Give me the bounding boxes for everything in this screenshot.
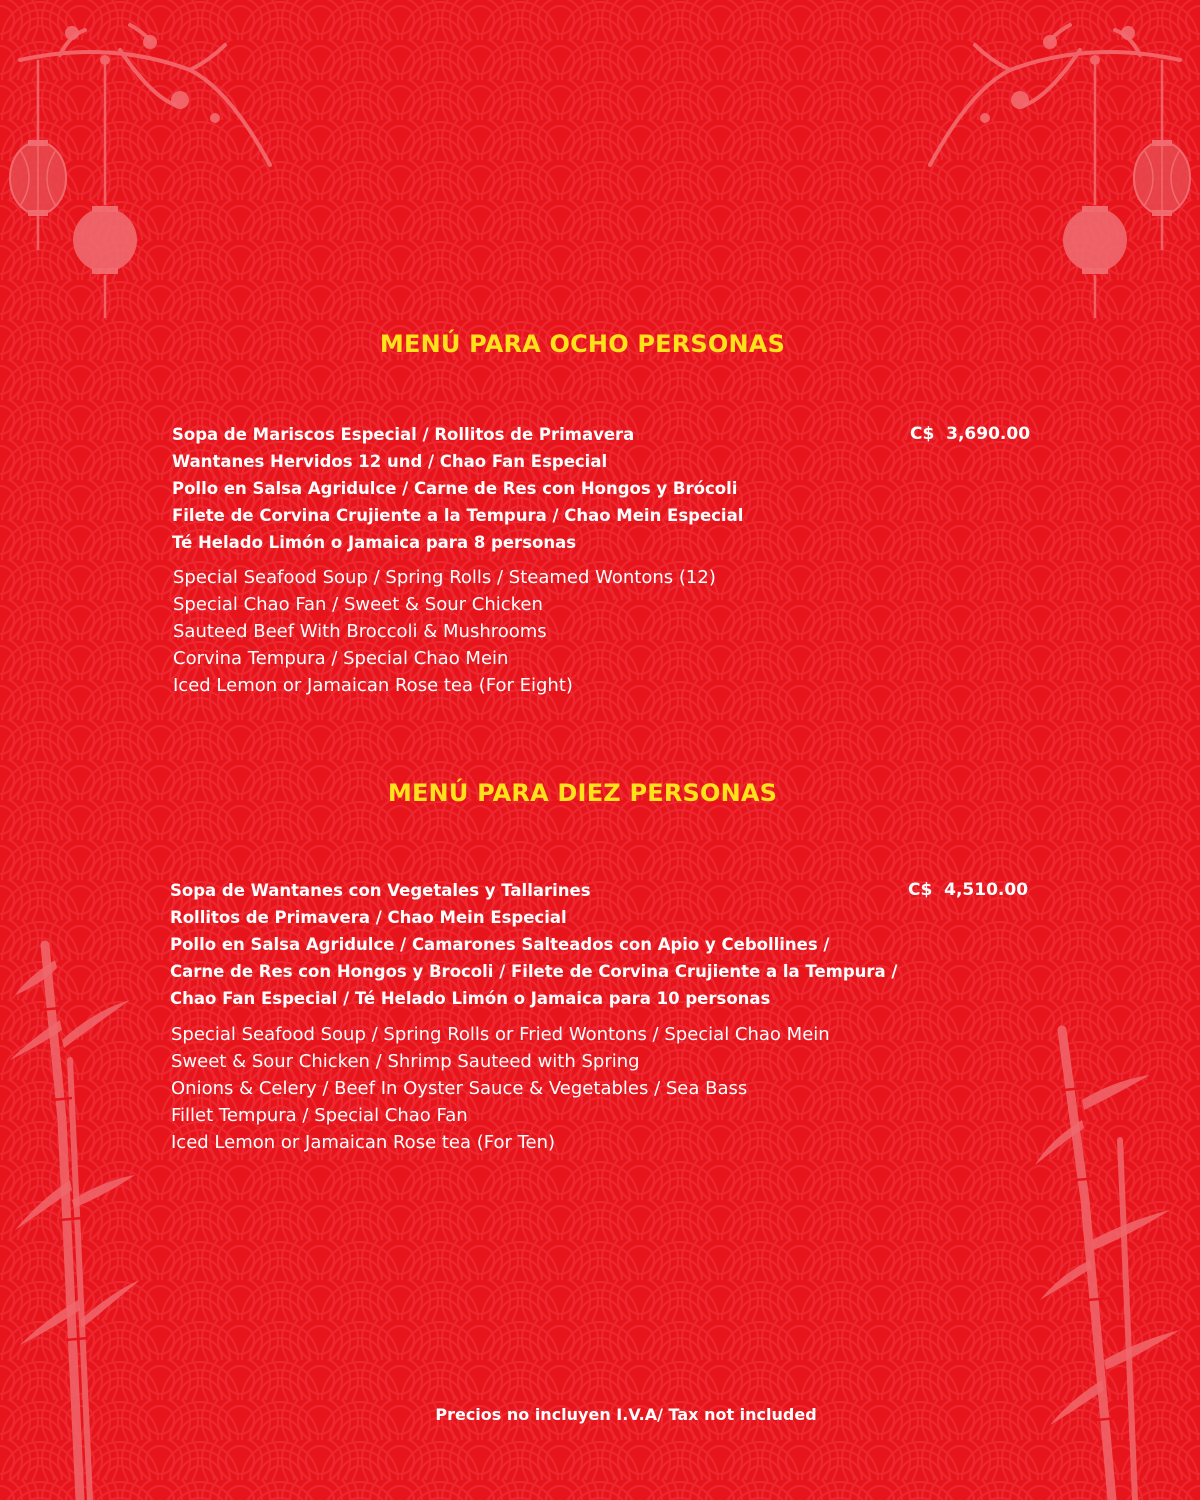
tax-note: Precios no incluyen I.V.A/ Tax not included (435, 1405, 817, 1424)
menu-ten-spanish-item: Rollitos de Primavera / Chao Mein Especial (170, 908, 567, 927)
menu-eight-english-item: Special Seafood Soup / Spring Rolls / Steamed Wontons (12) (173, 567, 716, 588)
menu-eight-english-item: Corvina Tempura / Special Chao Mein (173, 648, 509, 669)
menu-eight-spanish-item: Filete de Corvina Crujiente a la Tempura / Chao Mein Especial (172, 506, 744, 525)
menu-ten-english-item: Fillet Tempura / Special Chao Fan (171, 1105, 468, 1126)
menu-ten-english-item: Sweet & Sour Chicken / Shrimp Sauteed with Spring (171, 1051, 640, 1072)
menu-ten-title: MENÚ PARA DIEZ PERSONAS (387, 779, 778, 807)
menu-ten-english-item: Special Seafood Soup / Spring Rolls or Fried Wontons / Special Chao Mein (171, 1024, 830, 1045)
menu-eight-price: C$ 3,690.00 (910, 424, 1031, 444)
menu-eight-spanish-list (172, 421, 743, 556)
menu-eight-english-list (173, 564, 716, 699)
menu-ten-spanish-list (170, 877, 897, 1012)
menu-ten-spanish-item: Sopa de Wantanes con Vegetales y Tallarines (170, 881, 591, 900)
menu-ten-english-list (171, 1021, 830, 1156)
menu-eight-english-item: Iced Lemon or Jamaican Rose tea (For Eight) (173, 675, 573, 696)
menu-eight-english-item: Special Chao Fan / Sweet & Sour Chicken (173, 594, 543, 615)
menu-eight-spanish-item: Té Helado Limón o Jamaica para 8 personas (172, 533, 577, 552)
menu-ten-spanish-item: Pollo en Salsa Agridulce / Camarones Salteados con Apio y Cebollines / (170, 935, 830, 954)
menu-ten-spanish-item: Chao Fan Especial / Té Helado Limón o Jamaica para 10 personas (170, 989, 771, 1008)
menu-ten-english-item: Iced Lemon or Jamaican Rose tea (For Ten) (171, 1132, 556, 1153)
menu-eight-spanish-item: Sopa de Mariscos Especial / Rollitos de Primavera (172, 425, 635, 444)
menu-eight-title: MENÚ PARA OCHO PERSONAS (379, 330, 786, 358)
menu-eight-spanish-item: Wantanes Hervidos 12 und / Chao Fan Especial (172, 452, 608, 471)
menu-ten-english-item: Onions & Celery / Beef In Oyster Sauce & Vegetables / Sea Bass (171, 1078, 748, 1099)
menu-eight-spanish-item: Pollo en Salsa Agridulce / Carne de Res con Hongos y Brócoli (172, 479, 738, 498)
menu-ten-price: C$ 4,510.00 (908, 880, 1029, 900)
menu-eight-english-item: Sauteed Beef With Broccoli & Mushrooms (173, 621, 547, 642)
menu-ten-spanish-item: Carne de Res con Hongos y Brocoli / Filete de Corvina Crujiente a la Tempura / (170, 962, 898, 981)
